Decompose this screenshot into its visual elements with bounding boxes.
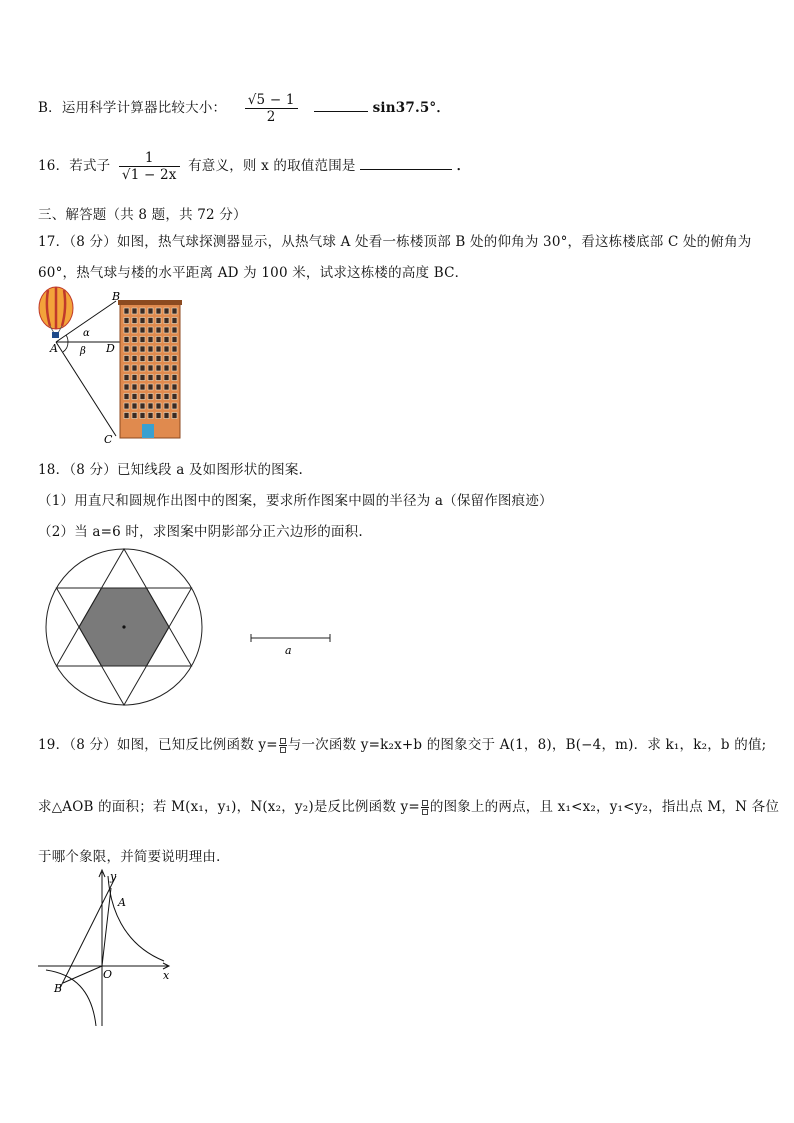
building-window [148,375,153,381]
building-window [148,327,153,333]
angle-beta-arc [63,342,68,352]
building-window [132,403,137,409]
segment-ob [63,966,102,983]
label-y: y [110,870,117,883]
building-window [164,413,169,419]
building-window [132,384,137,390]
building-window [164,327,169,333]
question-19-line1 [38,733,766,753]
label-b: B [112,290,121,303]
building-window [132,375,137,381]
building-window [172,308,177,314]
building-window [132,365,137,371]
question-18-line3: （2）当 a=6 时，求图案中阴影部分正六边形的面积. [38,524,363,540]
fraction-numerator: 1 [144,150,154,166]
building-window [148,384,153,390]
question-16-middle: 有意义，则 x 的取值范围是 [188,158,356,174]
building-window [140,384,145,390]
building-window [124,308,129,314]
building-window [156,327,161,333]
building-window [156,394,161,400]
hyperbola-branch-q1 [108,876,164,961]
sight-line-ac [56,342,116,436]
hyperbola-branch-q3 [46,970,96,1026]
building-window [124,403,129,409]
label-x: x [163,969,170,982]
building-window [172,327,177,333]
building-window [140,308,145,314]
k-over-x-fraction [279,738,287,753]
building-door [142,424,154,438]
angle-alpha-arc [66,335,68,342]
building-window [148,308,153,314]
building-window [124,346,129,352]
section-title: 三、解答题（共 8 题，共 72 分） [38,207,247,223]
building-window [172,403,177,409]
fraction-denominator: 2 [245,108,298,125]
building-window [156,318,161,324]
building-window [172,337,177,343]
building-window [156,356,161,362]
building-window [140,375,145,381]
building-window [132,346,137,352]
balloon-basket [52,332,59,338]
function-graph-figure [36,866,186,1031]
building-window [140,356,145,362]
building-window [132,394,137,400]
building-window [164,375,169,381]
building-window [132,337,137,343]
question-19-line3: 于哪个象限，并简要说明理由． [38,849,230,865]
building-window [156,308,161,314]
building-window [172,346,177,352]
label-b: B [54,982,63,995]
hexagram-figure [40,548,380,718]
building-window [140,346,145,352]
building-window [156,384,161,390]
question-17-line2: 60°，热气球与楼的水平距离 AD 为 100 米，试求这栋楼的高度 BC． [38,265,469,281]
building-window [156,337,161,343]
answer-blank[interactable] [314,111,368,112]
building-roof [118,300,182,305]
building-window [124,394,129,400]
building-window [172,413,177,419]
building-window [148,318,153,324]
fraction-denominator: √1 − 2x [119,166,180,183]
building-window [164,365,169,371]
building-window [148,356,153,362]
question-17-line1: 17．（8 分）如图，热气球探测器显示，从热气球 A 处看一栋楼顶部 B 处的仰角为 30°，看这栋楼底部 C 处的俯角为 [38,234,752,250]
label-o: O [103,968,113,981]
building-window [172,375,177,381]
k-over-x-fraction [421,800,429,815]
segment-oa [102,888,111,966]
question-18-line2: （1）用直尺和圆规作出图中的图案，要求所作图案中圆的半径为 a（保留作图痕迹） [38,493,553,509]
building-window [148,365,153,371]
building-window [140,403,145,409]
label-d: D [106,342,115,355]
building-window [156,346,161,352]
label-c: C [104,433,113,446]
building-window [124,375,129,381]
question-b-suffix: sin37.5°． [372,100,451,116]
center-point [122,625,125,628]
building-window [164,356,169,362]
building-window [156,403,161,409]
building-window [132,318,137,324]
label-a: A [50,342,58,355]
question-16-suffix: ． [456,158,471,174]
building-window [172,356,177,362]
building-window [124,413,129,419]
building-window [132,327,137,333]
question-19-line1-a: 19．（8 分）如图，已知反比例函数 y= [38,737,278,753]
question-16-prefix: 16．若式子 [38,158,111,174]
question-19-line2-a: 求△AOB 的面积；若 M(x₁，y₁)，N(x₂，y₂)是反比例函数 y= [38,799,420,815]
building-window [124,365,129,371]
building-window [148,413,153,419]
building-window [164,308,169,314]
question-b [38,92,450,125]
question-19-line2-b: 的图象上的两点，且 x₁<x₂，y₁<y₂，指出点 M，N 各位 [429,799,780,815]
building-window [148,346,153,352]
building-window [124,327,129,333]
building-window [164,394,169,400]
building-window [156,413,161,419]
building-window [124,356,129,362]
building-window [140,394,145,400]
building-window [164,337,169,343]
building-window [124,337,129,343]
building-window [148,337,153,343]
question-16 [38,150,470,183]
building-window [172,318,177,324]
building-window [132,308,137,314]
building-window [172,394,177,400]
building-window [164,346,169,352]
building-window [140,413,145,419]
building-window [124,384,129,390]
balloon-building-figure [36,286,186,446]
building-window [140,337,145,343]
building-window [172,384,177,390]
building-window [132,356,137,362]
building-window [164,318,169,324]
sqrt5-fraction [245,92,298,125]
building-window [172,365,177,371]
question-19-line1-b: 与一次函数 y=k₂x+b 的图象交于 A(1，8)，B(−4，m)．求 k₁，k₂，b 的值; [287,737,767,753]
label-a: A [118,896,126,909]
answer-blank[interactable] [360,169,452,170]
question-19-line2 [38,795,779,815]
building-window [148,394,153,400]
label-beta: β [80,346,86,357]
building-window [156,375,161,381]
segment-a-label: a [285,644,292,657]
building-window [140,365,145,371]
building-window [148,403,153,409]
building-window [140,318,145,324]
fraction-numerator: √5 − 1 [247,92,295,108]
radical-fraction [119,150,180,183]
question-18-line1: 18．（8 分）已知线段 a 及如图形状的图案. [38,462,304,478]
building-window [156,365,161,371]
label-alpha: α [83,328,90,339]
building-window [140,327,145,333]
building-window [164,403,169,409]
building-window [132,413,137,419]
question-b-prefix: B．运用科学计算器比较大小： [38,100,227,116]
building-window [124,318,129,324]
building-window [164,384,169,390]
